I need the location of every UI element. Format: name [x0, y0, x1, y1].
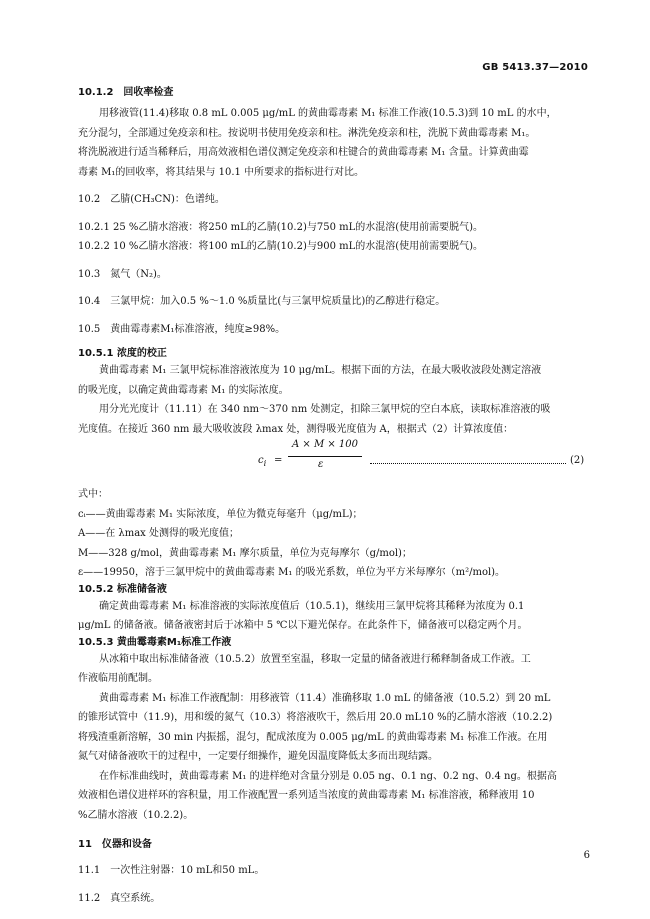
paragraph-line: 用分光光度计（11.11）在 340 nm～370 nm 处测定，扣除三氯甲烷的空白本底，读取标准溶液的吸 [99, 404, 551, 415]
paragraph-line: 毒素 M₁的回收率，将其结果与 10.1 中所要求的指标进行对比。 [78, 166, 365, 178]
document-body [78, 86, 588, 908]
paragraph-line: 将洗脱液进行适当稀释后，用高效液相色谱仪测定免疫亲和柱键合的黄曲霉毒素 M₁ 含量。计算黄曲霉 [78, 147, 529, 158]
paragraph-line: 用移液管(11.4)移取 0.8 mL 0.005 μg/mL 的黄曲霉毒素 M₁ 标准工作液(10.5.3)到 10 mL 的水中， [99, 108, 557, 119]
section-11-heading: 11 仪器和设备 [78, 839, 152, 850]
standard-code: GB 5413.37—2010 [482, 62, 588, 73]
paragraph-line: μg/mL 的储备液。储备液密封后于冰箱中 5 ℃以下避光保存。在此条件下，储备液可以稳定两个月。 [78, 620, 528, 631]
section-10-1-2-heading: 10.1.2 回收率检查 [78, 87, 174, 98]
definition-item: A——在 λmax 处测得的吸光度值； [78, 528, 240, 539]
fraction-bar [288, 456, 362, 457]
paragraph-line: 效液相色谱仪进样环的容积量，用工作液配置一系列适当浓度的黄曲霉毒素 M₁ 标准溶液，稀释液用 10 [78, 790, 535, 801]
formula-number: (2) [570, 455, 585, 466]
section-11-2: 11.2 真空系统。 [78, 892, 161, 904]
formula-2 [78, 439, 588, 485]
formula-denominator: ε [318, 459, 324, 470]
paragraph-line: 确定黄曲霉毒素 M₁ 标准溶液的实际浓度值后（10.5.1)，继续用三氯甲烷将其稀释为浓度为 0.1 [99, 600, 525, 612]
paragraph-line: 黄曲霉毒素 M₁ 标准工作液配制：用移液管（11.4）准确移取 1.0 mL 的储备液（10.5.2）到 20 mL [99, 692, 551, 704]
leader-dots [370, 455, 566, 464]
paragraph-line: 黄曲霉毒素 M₁ 三氯甲烷标准溶液浓度为 10 μg/mL。根据下面的方法，在最大吸收波段处测定溶液 [99, 365, 542, 376]
section-11-1: 11.1 一次性注射器：10 mL和50 mL。 [78, 865, 265, 876]
definition-item: ε——19950，溶于三氯甲烷中的黄曲霉毒素 M₁ 的吸光系数，单位为平方米每摩尔（m²/mol)。 [78, 567, 506, 578]
section-10-5-2-heading: 10.5.2 标准储备液 [78, 583, 167, 595]
definition-item: M——328 g/mol，黄曲霉毒素 M₁ 摩尔质量，单位为克每摩尔（g/mol)； [78, 547, 412, 559]
paragraph-line: 作液临用前配制。 [78, 673, 158, 684]
formula-equals: = [274, 455, 283, 466]
paragraph-line: 的吸光度，以确定黄曲霉毒素 M₁ 的实际浓度。 [78, 384, 289, 396]
paragraph-line: 的锥形试管中（11.9)，用和缓的氮气（10.3）将溶液吹干，然后用 20.0 mL10 %的乙腈水溶液（10.2.2) [78, 712, 553, 723]
section-10-5-1-heading: 10.5.1 浓度的校正 [78, 348, 167, 359]
section-10-2-1: 10.2.1 25 %乙腈水溶液：将250 mL的乙腈(10.2)与750 mL的水混溶(使用前需要脱气)。 [78, 221, 484, 233]
formula-lhs: $c_i$ [258, 455, 267, 468]
paragraph-line: 充分混匀，全部通过免疫亲和柱。按说明书使用免疫亲和柱。淋洗免疫亲和柱，洗脱下黄曲霉毒素 M₁。 [78, 127, 536, 139]
paragraph-line: 光度值。在接近 360 nm 最大吸收波段 λmax 处，测得吸光度值为 A，根据式（2）计算浓度值： [78, 423, 514, 435]
section-10-3: 10.3 氮气（N₂)。 [78, 268, 167, 280]
formula-numerator: A × M × 100 [292, 439, 359, 450]
paragraph-line: 在作标准曲线时，黄曲霉毒素 M₁ 的进样绝对含量分别是 0.05 ng、0.1 ng、0.2 ng、0.4 ng。根据高 [99, 770, 557, 782]
page-number: 6 [583, 850, 590, 861]
section-10-4: 10.4 三氯甲烷：加入0.5 %～1.0 %质量比(与三氯甲烷质量比)的乙醇进行稳定。 [78, 296, 446, 307]
definition-item: cᵢ——黄曲霉毒素 M₁ 实际浓度，单位为微克每毫升（μg/mL)； [78, 508, 363, 520]
paragraph-line: 将残渣重新溶解，30 min 内振摇，混匀，配成浓度为 0.005 μg/mL 的黄曲霉毒素 M₁ 标准工作液。在用 [78, 731, 548, 743]
paragraph-line: 氮气对储备液吹干的过程中，一定要仔细操作，避免因温度降低太多而出现结露。 [78, 751, 438, 762]
section-10-2: 10.2 乙腈(CH₃CN)：色谱纯。 [78, 194, 225, 205]
paragraph-line: %乙腈水溶液（10.2.2)。 [78, 809, 194, 821]
section-10-5: 10.5 黄曲霉毒素M₁标准溶液，纯度≥98%。 [78, 323, 286, 335]
where-label: 式中： [78, 489, 108, 500]
paragraph-line: 从冰箱中取出标准储备液（10.5.2）放置至室温，移取一定量的储备液进行稀释制备成工作液。工 [99, 653, 531, 665]
section-10-5-3-heading: 10.5.3 黄曲霉毒素M₁标准工作液 [78, 636, 232, 648]
section-10-2-2: 10.2.2 10 %乙腈水溶液：将100 mL的乙腈(10.2)与900 mL的水混溶(使用前需要脱气)。 [78, 241, 484, 252]
